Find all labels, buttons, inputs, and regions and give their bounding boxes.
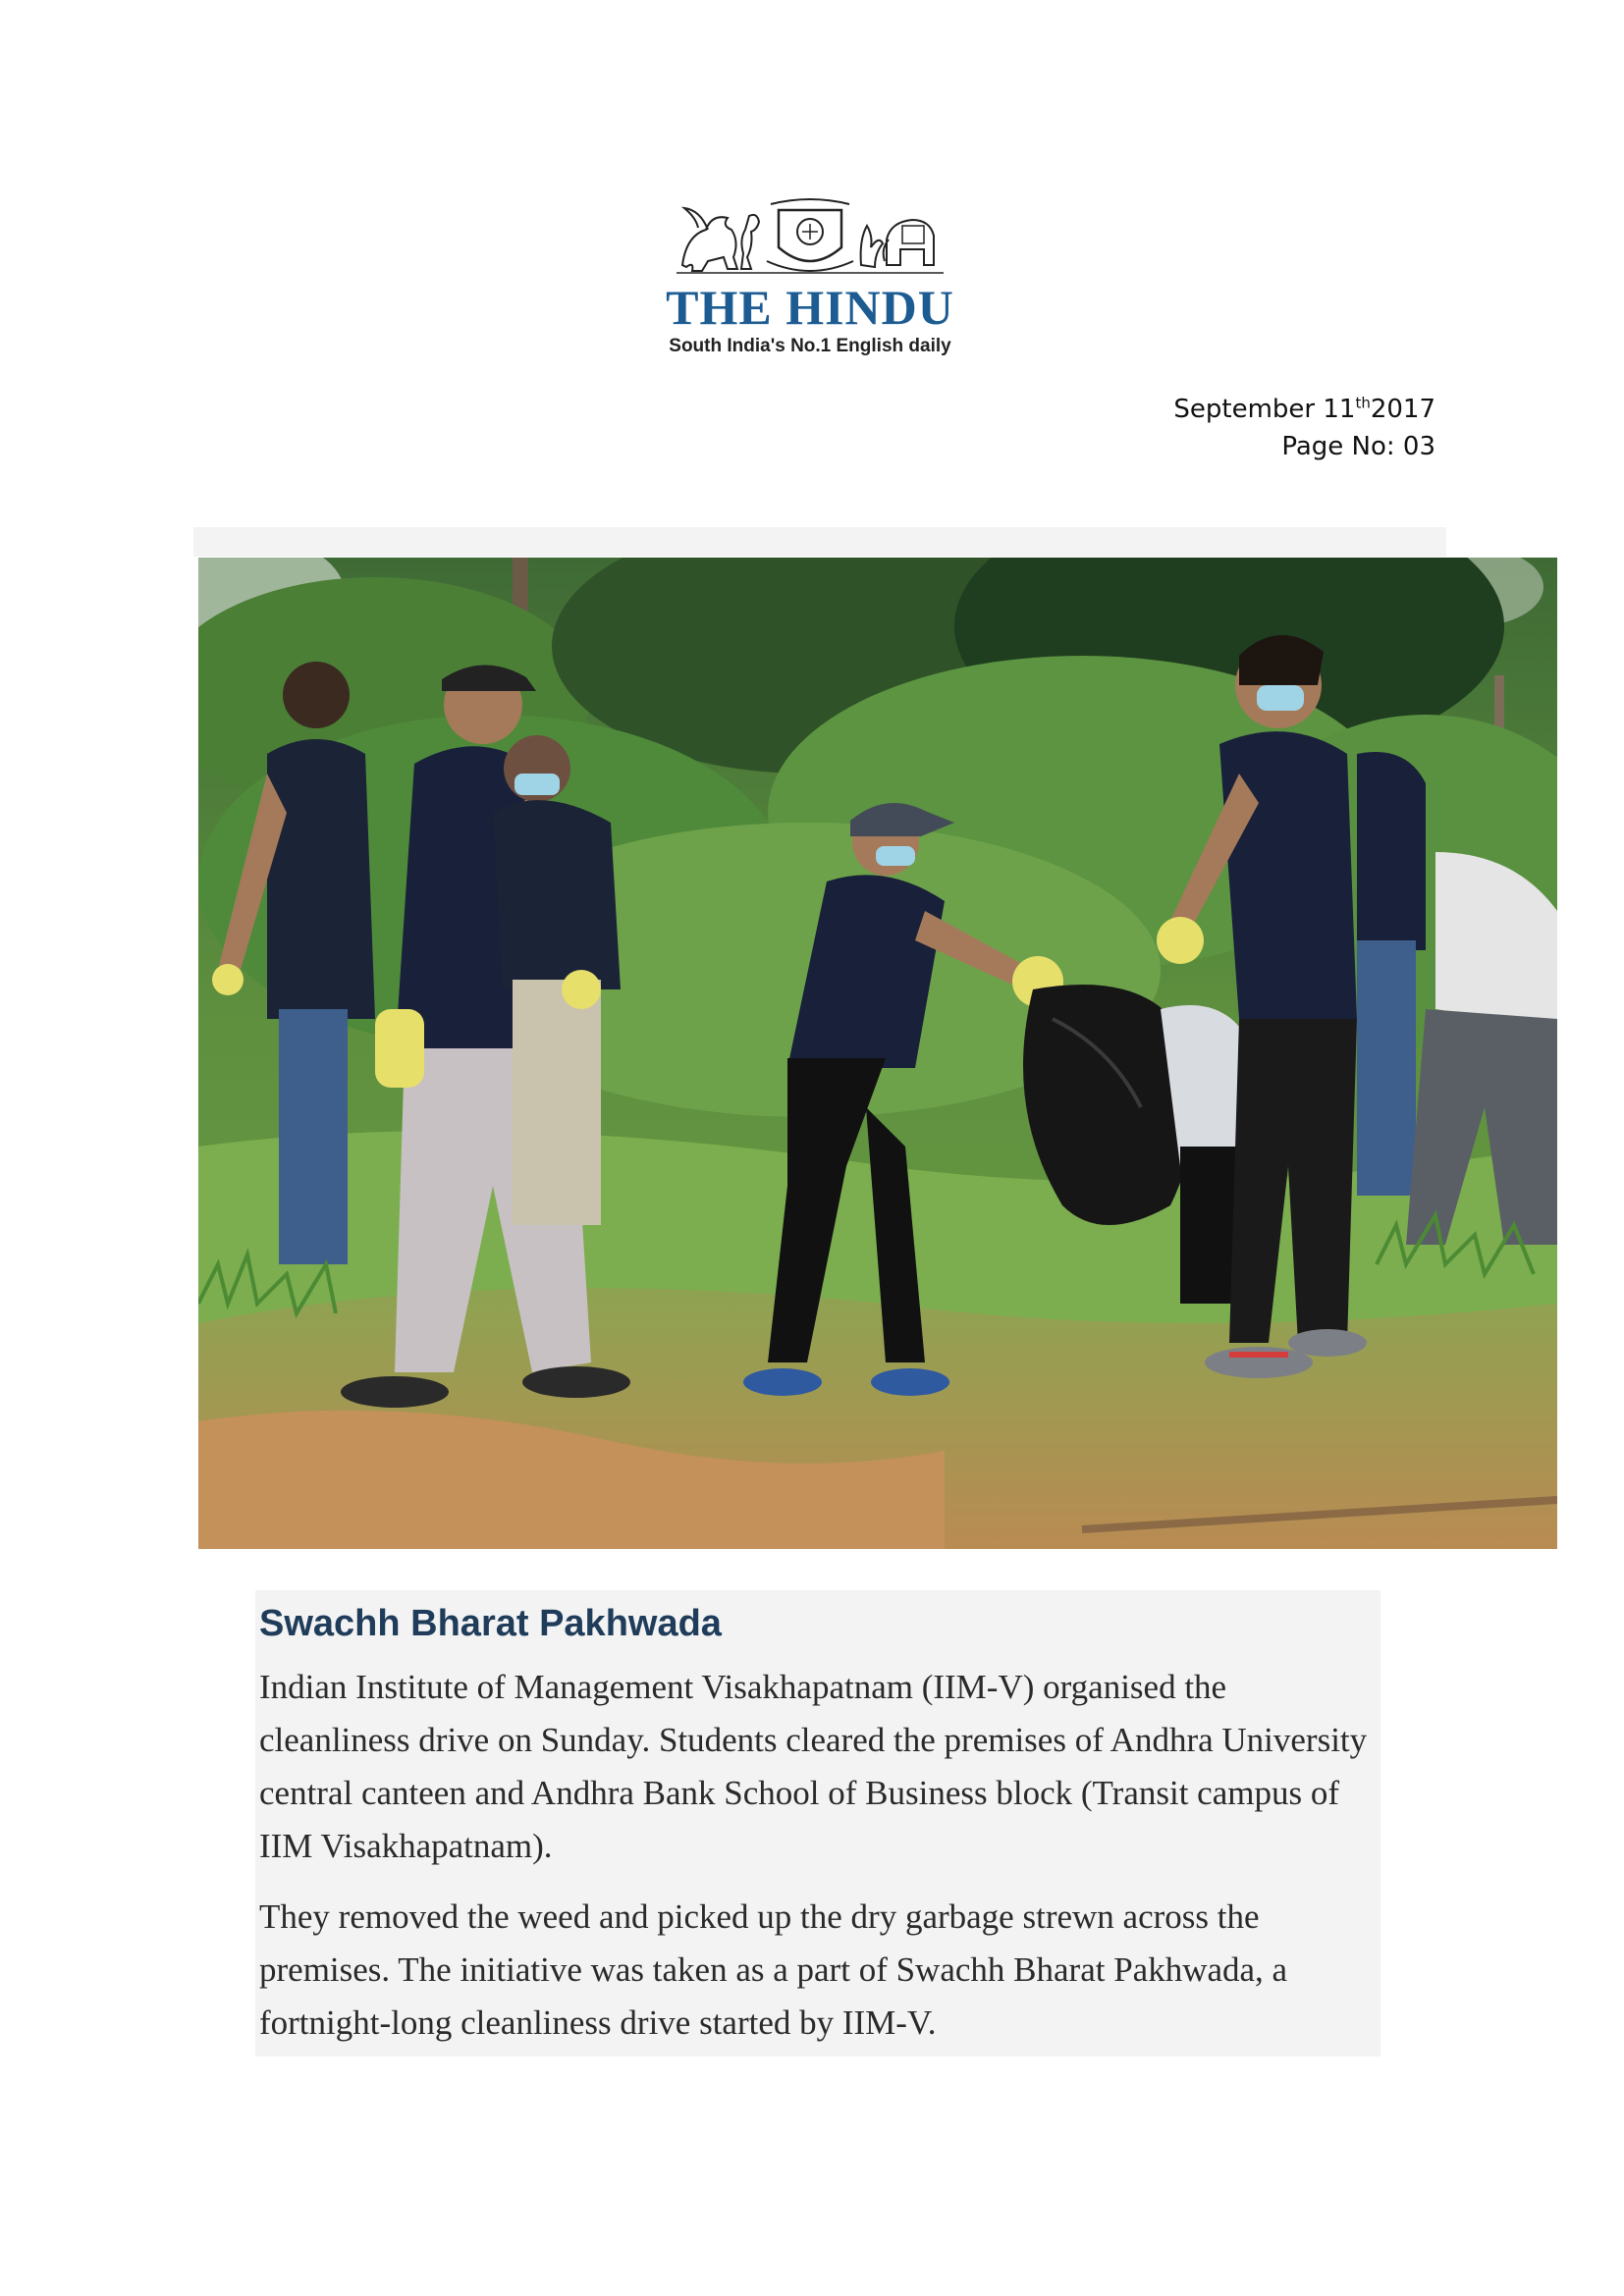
article-panel xyxy=(255,1590,1380,2056)
students-cleanliness-drive-photo xyxy=(198,558,1557,1549)
masthead xyxy=(648,196,972,363)
the-hindu-emblem-icon xyxy=(673,196,947,281)
date-day-suffix: th xyxy=(1355,394,1371,412)
article-headline: Swachh Bharat Pakhwada xyxy=(259,1603,722,1644)
dateline xyxy=(1173,391,1435,465)
page-number: Page No: 03 xyxy=(1281,432,1435,461)
date-year: 2017 xyxy=(1370,395,1435,424)
newspaper-tagline: South India's No.1 English daily xyxy=(669,336,951,356)
article-paragraph-2: They removed the weed and picked up the dry garbage strewn across the premises. The initiative was taken as a part of Swachh Bharat Pakhwada, a fortnight-long cleanliness drive started by IIM-V. xyxy=(259,1897,1288,2042)
publication-date xyxy=(1173,391,1435,428)
newspaper-name: THE HINDU xyxy=(666,280,954,335)
photo-backing xyxy=(193,527,1446,557)
article-paragraph-1: Indian Institute of Management Visakhapatnam (IIM-V) organised the cleanliness drive on Sunday. Students cleared the premises of Andhra University central canteen and Andhra Bank School of Business block (Transit campus of IIM Visakhapatnam). xyxy=(259,1668,1368,1865)
photo-illustration xyxy=(198,558,1557,1549)
date-month-day: September 11 xyxy=(1173,395,1356,424)
